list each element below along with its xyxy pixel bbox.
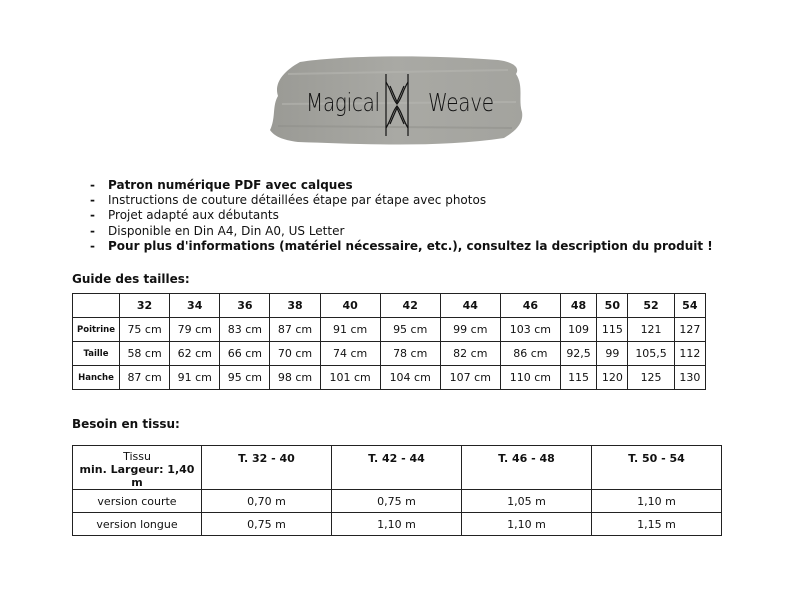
size-header-cell: 50 — [597, 294, 628, 318]
fabric-cell: 1,10 m — [592, 490, 722, 513]
size-header-row — [73, 294, 706, 318]
fabric-table — [72, 445, 722, 536]
size-header-cell: 36 — [220, 294, 270, 318]
fabric-cell: 0,75 m — [332, 490, 462, 513]
size-header-cell: 48 — [560, 294, 596, 318]
brand-logo — [268, 52, 524, 150]
fabric-header-row — [73, 446, 722, 490]
fabric-cell: 1,10 m — [462, 513, 592, 536]
feature-item: - Pour plus d'informations (matériel nécessaire, etc.), consultez la description du produit ! — [90, 239, 713, 254]
size-cell: 99 — [597, 342, 628, 366]
size-header-cell: 38 — [270, 294, 320, 318]
size-cell: 91 cm — [320, 318, 380, 342]
fabric-title: Besoin en tissu: — [72, 417, 180, 431]
size-guide-table — [72, 293, 706, 390]
fabric-corner-line1: Tissu — [123, 450, 151, 463]
size-cell: 62 cm — [170, 342, 220, 366]
size-guide-title: Guide des tailles: — [72, 272, 190, 286]
size-cell: 101 cm — [320, 366, 380, 390]
feature-item: - Disponible en Din A4, Din A0, US Letter — [90, 224, 713, 239]
size-cell: 110 cm — [500, 366, 560, 390]
fabric-corner-cell — [73, 446, 202, 490]
size-cell: 83 cm — [220, 318, 270, 342]
size-cell: 99 cm — [440, 318, 500, 342]
size-cell: 75 cm — [120, 318, 170, 342]
size-header-cell: 46 — [500, 294, 560, 318]
size-cell: 95 cm — [380, 318, 440, 342]
fabric-header-cell: T. 42 - 44 — [332, 446, 462, 490]
size-row-label: Hanche — [73, 366, 120, 390]
fabric-cell: 1,05 m — [462, 490, 592, 513]
size-cell: 87 cm — [270, 318, 320, 342]
logo-text-weave: Weave — [428, 87, 494, 117]
size-header-cell: 42 — [380, 294, 440, 318]
size-cell: 115 — [560, 366, 596, 390]
size-cell: 82 cm — [440, 342, 500, 366]
fabric-corner-line2: min. Largeur: 1,40 m — [79, 463, 195, 489]
size-header-cell: 54 — [674, 294, 705, 318]
size-cell: 86 cm — [500, 342, 560, 366]
feature-list — [90, 178, 713, 254]
size-cell: 130 — [674, 366, 705, 390]
size-cell: 103 cm — [500, 318, 560, 342]
size-cell: 109 — [560, 318, 596, 342]
size-row — [73, 318, 706, 342]
size-cell: 105,5 — [628, 342, 674, 366]
size-cell: 92,5 — [560, 342, 596, 366]
corner-cell — [73, 294, 120, 318]
size-cell: 58 cm — [120, 342, 170, 366]
size-cell: 120 — [597, 366, 628, 390]
fabric-row-label: version courte — [73, 490, 202, 513]
size-header-cell: 44 — [440, 294, 500, 318]
feature-item: - Projet adapté aux débutants — [90, 208, 713, 223]
size-header-cell: 40 — [320, 294, 380, 318]
size-header-cell: 52 — [628, 294, 674, 318]
size-cell: 78 cm — [380, 342, 440, 366]
size-cell: 70 cm — [270, 342, 320, 366]
fabric-cell: 0,70 m — [202, 490, 332, 513]
size-cell: 91 cm — [170, 366, 220, 390]
fabric-header-cell: T. 32 - 40 — [202, 446, 332, 490]
size-cell: 66 cm — [220, 342, 270, 366]
logo-text-magical: Magical — [306, 87, 380, 117]
fabric-row — [73, 490, 722, 513]
size-cell: 104 cm — [380, 366, 440, 390]
fabric-header-cell: T. 50 - 54 — [592, 446, 722, 490]
size-header-cell: 34 — [170, 294, 220, 318]
fabric-row-label: version longue — [73, 513, 202, 536]
size-cell: 79 cm — [170, 318, 220, 342]
size-header-cell: 32 — [120, 294, 170, 318]
fabric-header-cell: T. 46 - 48 — [462, 446, 592, 490]
fabric-cell: 1,15 m — [592, 513, 722, 536]
size-row — [73, 342, 706, 366]
size-cell: 115 — [597, 318, 628, 342]
size-cell: 121 — [628, 318, 674, 342]
size-cell: 107 cm — [440, 366, 500, 390]
size-row-label: Poitrine — [73, 318, 120, 342]
size-cell: 125 — [628, 366, 674, 390]
fabric-cell: 0,75 m — [202, 513, 332, 536]
size-cell: 112 — [674, 342, 705, 366]
size-cell: 95 cm — [220, 366, 270, 390]
size-cell: 87 cm — [120, 366, 170, 390]
feature-item: - Patron numérique PDF avec calques — [90, 178, 713, 193]
size-cell: 127 — [674, 318, 705, 342]
size-cell: 74 cm — [320, 342, 380, 366]
size-row — [73, 366, 706, 390]
size-row-label: Taille — [73, 342, 120, 366]
size-cell: 98 cm — [270, 366, 320, 390]
feature-item: - Instructions de couture détaillées étape par étape avec photos — [90, 193, 713, 208]
fabric-cell: 1,10 m — [332, 513, 462, 536]
fabric-row — [73, 513, 722, 536]
